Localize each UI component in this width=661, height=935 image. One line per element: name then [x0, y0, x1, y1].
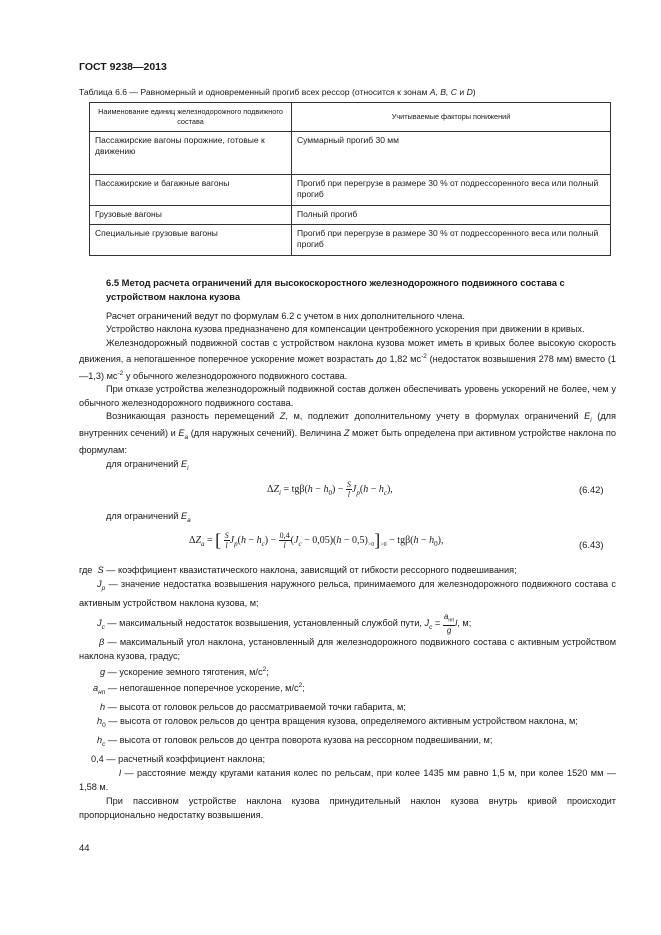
- table-cell: Грузовые вагоны: [90, 206, 292, 225]
- table-row: [90, 206, 611, 225]
- formula-intro-i: для ограничений $E_i$: [106, 458, 189, 472]
- table-cell: Пассажирские и багажные вагоны: [90, 175, 292, 206]
- fraction: $\frac{S}{l}$: [346, 480, 351, 499]
- fraction: $\frac{0,4}{l}$: [279, 531, 290, 550]
- body-text: [79, 310, 616, 475]
- paragraph: Расчет ограничений ведут по формулам 6.2 с учетом в них дополнительного члена.: [106, 311, 465, 321]
- fraction: $\frac{S}{l}$: [224, 531, 229, 550]
- definition-item: где S — коэффициент квазистатического наклона, зависящий от гибкости рессорного подвешивания;: [79, 565, 517, 575]
- table-caption: Таблица 6.6 — Равномерный и одновременный прогиб всех рессор (относится к зонам A, B, C и D): [79, 87, 476, 97]
- formula-6-42: $\Delta Z_i = tg\beta(h - h_0)$ − $\frac{S}{l}$ $J_p(h - h_c)$,: [267, 480, 393, 499]
- definition-item: l — расстояние между кругами катания колес по рельсам, при колее 1435 мм равно 1,5 м, при колее 1520 мм — 1,58 м.: [79, 768, 617, 793]
- definition-item: $J_c$ — максимальный недостаток возвышения, установленный службой пути, $J_c$ = $\frac{a_{нп}}{g}$ l, м;: [97, 611, 472, 636]
- equation-number: (6.43): [579, 539, 604, 550]
- table-header-cell: Наименование единиц железнодорожного подвижного состава: [90, 103, 292, 132]
- definition-item: $J_p$ — значение недостатка возвышения наружного рельса, принимаемого для железнодорожного подвижного состава с активным устройством наклона кузова, м;: [79, 579, 616, 608]
- paragraph: Возникающая разность перемещений Z, м, подлежит дополнительному учету в формулах ограничений $E_i$ (для внутренних сечений) и $E_a$ (для наружных сечений). Величина Z может быть определена при активном устройстве наклона по формулам:: [79, 410, 617, 456]
- formula-intro-a: для ограничений $E_a$: [106, 511, 191, 524]
- table-header-cell: Учитываемые факторы понижений: [292, 103, 611, 132]
- table-cell: Прогиб при перегрузе в размере 30 % от подрессоренного веса или полный прогиб: [292, 225, 611, 256]
- table-header-row: [90, 103, 611, 132]
- document-header: ГОСТ 9238—2013: [79, 61, 167, 73]
- table-6-6: [89, 102, 611, 256]
- table-row: [90, 225, 611, 256]
- definition-item: β — максимальный угол наклона, установленный для железнодорожного подвижного состава с активным устройством наклона кузова, градус;: [79, 637, 617, 662]
- paragraph: Устройство наклона кузова предназначено для компенсации центробежного ускорения при движении в кривых.: [106, 324, 585, 335]
- table-row: [90, 175, 611, 206]
- definition-item: h — высота от головок рельсов до рассматриваемой точки габарита, м;: [100, 702, 406, 713]
- paragraph: При отказе устройства железнодорожный подвижной состав должен обеспечивать уровень ускорений не более, чем у обычного железнодорожного подвижного состава.: [79, 384, 616, 408]
- definition-item: $h_0$ — высота от головок рельсов до центра вращения кузова, определяемого активным устройством наклона, м;: [97, 716, 578, 730]
- table-cell: Прогиб при перегрузе в размере 30 % от подрессоренного веса или полный прогиб: [292, 175, 611, 206]
- paragraph: При пассивном устройстве наклона кузова принудительный наклон кузова внутрь кривой происходит пропорционально недостатку возвышения.: [79, 796, 616, 821]
- table-row: [90, 132, 611, 175]
- table-cell: Специальные грузовые вагоны: [90, 225, 292, 256]
- page-number: 44: [79, 843, 90, 854]
- definition-item: g — ускорение земного тяготения, $м/с^2$;: [100, 666, 269, 678]
- definition-item: $h_c$ — высота от головок рельсов до центра поворота кузова на рессорном подвешивании, м;: [97, 735, 493, 749]
- definition-item: $a_{нп}$ — непогашенное поперечное ускорение, $м/с^2$;: [93, 682, 305, 697]
- fraction: $\frac{a_{нп}}{g}$: [443, 611, 455, 636]
- section-title: 6.5 Метод расчета ограничений для высокоскоростного железнодорожного подвижного состава с устройством наклона кузова: [106, 277, 565, 302]
- table-cell: Полный прогиб: [292, 206, 611, 225]
- table-cell: Суммарный прогиб 30 мм: [292, 132, 611, 175]
- table-cell: Пассажирские вагоны порожние, готовые к движению: [90, 132, 292, 175]
- definitions-list: [79, 563, 616, 822]
- equation-number: (6.42): [579, 484, 604, 495]
- paragraph: Железнодорожный подвижной состав с устройством наклона кузова может иметь в кривых более высокую скорость движения, а непогашенное поперечное ускорение может возрастать до 1,82 $мс^{-2}$ (недостаток возвышения 278 мм) вместо (1—1,3) $мс^{-2}$ у обычного железнодорожного подвижного состава.: [79, 337, 616, 381]
- definition-item: 0,4 — расчетный коэффициент наклона;: [91, 754, 266, 765]
- formula-6-43: $\Delta Z_a$ = [ $\frac{S}{l}$ $J_p(h - h_c)$ − $\frac{0,4}{l}$ $(J_c - 0,05)(h - 0,5)_{>0}]_{>0} - tg\beta(h - h_0)$,: [189, 530, 444, 550]
